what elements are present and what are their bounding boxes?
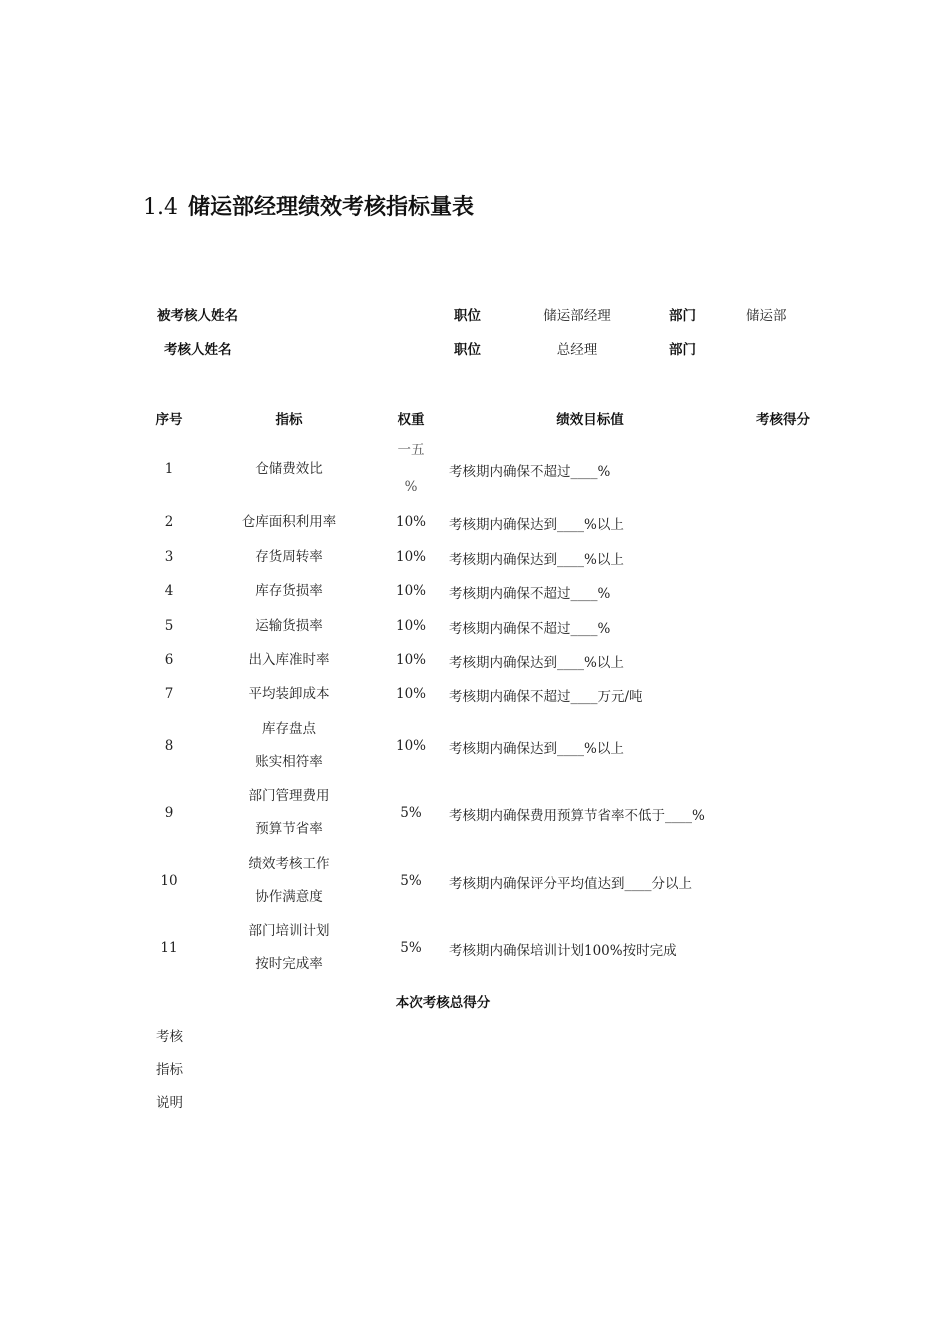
row-number [165, 797, 174, 830]
row-number-text: 4 [164, 582, 174, 599]
indicator-text: 运输货损率 [255, 617, 323, 634]
weight-cell [396, 541, 426, 574]
indicator-cell [249, 848, 330, 914]
dept-label-2: 部门 [669, 342, 696, 358]
weight-cell [396, 575, 426, 608]
target-cell: 考核期内确保达到____%以上 [449, 552, 624, 568]
weight-text: 10% [395, 617, 427, 634]
notes-line-3: 说明 [156, 1095, 183, 1111]
indicator-text: 按时完成率 [255, 956, 323, 972]
indicator-cell [255, 713, 323, 779]
weight-text: 10% [395, 582, 427, 599]
indicator-text: 部门培训计划 [248, 923, 330, 939]
row-number [165, 644, 174, 677]
position-label-2: 职位 [454, 342, 481, 358]
weight-cell [396, 678, 426, 711]
title-text: 储运部经理绩效考核指标量表 [188, 195, 475, 220]
indicator-text: 平均装卸成本 [248, 685, 330, 702]
row-number-text: 7 [164, 685, 174, 702]
indicator-text: 预算节省率 [255, 821, 323, 837]
row-number-text: 1 [164, 460, 174, 477]
col-header-no: 序号 [155, 412, 183, 428]
total-score-label: 本次考核总得分 [395, 995, 491, 1011]
title-number: 1.4 [143, 195, 178, 220]
notes-line-1: 考核 [156, 1029, 183, 1045]
col-header-indicator: 指标 [275, 412, 303, 428]
weight-text: 10% [395, 685, 427, 702]
indicator-text: 仓库面积利用率 [241, 513, 337, 530]
indicator-text: 协作满意度 [255, 889, 323, 905]
target-cell: 考核期内确保不超过____% [449, 586, 611, 602]
weight-cell [396, 644, 426, 677]
target-cell: 考核期内确保不超过____% [449, 621, 611, 637]
row-number [165, 678, 174, 711]
target-cell: 考核期内确保达到____%以上 [449, 655, 624, 671]
weight-cell [398, 432, 425, 506]
row-number [165, 541, 174, 574]
target-cell: 考核期内确保达到____%以上 [449, 741, 624, 757]
target-cell: 考核期内确保评分平均值达到____分以上 [449, 876, 692, 892]
indicator-text: 出入库准时率 [248, 651, 330, 668]
target-cell: 考核期内确保费用预算节省率不低于____% [449, 808, 705, 824]
weight-cell [400, 797, 421, 830]
weight-text: 5% [400, 872, 422, 889]
row-number-text: 10 [160, 872, 178, 889]
row-number-text: 6 [164, 651, 174, 668]
target-cell: 考核期内确保达到____%以上 [449, 517, 624, 533]
position-label: 职位 [454, 308, 481, 324]
weight-text: 10% [395, 548, 427, 565]
examinee-label: 被考核人姓名 [157, 308, 238, 324]
row-number [165, 610, 174, 643]
col-header-score: 考核得分 [756, 412, 810, 428]
weight-text: 10% [395, 737, 427, 754]
indicator-cell [249, 644, 330, 677]
indicator-cell [242, 506, 337, 539]
indicator-cell [249, 915, 330, 981]
weight-text: 10% [395, 651, 427, 668]
indicator-text: 库存货损率 [255, 582, 323, 599]
indicator-cell [249, 780, 330, 846]
examinee-position: 储运部经理 [543, 308, 611, 324]
row-number [165, 506, 174, 539]
weight-cell [396, 730, 426, 763]
row-number-text: 2 [164, 513, 174, 530]
weight-cell [400, 932, 421, 965]
target-cell: 考核期内确保不超过____万元/吨 [449, 689, 643, 705]
weight-text: % [404, 479, 418, 495]
row-number [160, 865, 177, 898]
col-header-target: 绩效目标值 [556, 412, 624, 428]
indicator-cell [255, 610, 323, 643]
indicator-cell [255, 453, 323, 486]
indicator-text: 账实相符率 [255, 754, 323, 770]
weight-cell [396, 610, 426, 643]
weight-text: 一五 [397, 442, 425, 458]
row-number-text: 9 [164, 804, 174, 821]
indicator-cell [249, 678, 330, 711]
examinee-dept: 储运部 [746, 308, 787, 324]
row-number [165, 730, 174, 763]
weight-cell [396, 506, 426, 539]
indicator-cell [255, 575, 323, 608]
row-number [160, 932, 177, 965]
indicator-text: 存货周转率 [255, 548, 323, 565]
target-cell: 考核期内确保培训计划100%按时完成 [449, 943, 677, 959]
page-title [143, 190, 474, 221]
weight-text: 5% [400, 804, 422, 821]
indicator-text: 仓储费效比 [255, 460, 323, 477]
indicator-text: 库存盘点 [262, 721, 316, 737]
weight-cell [400, 865, 421, 898]
row-number [165, 453, 174, 486]
indicator-text: 部门管理费用 [248, 788, 330, 804]
row-number-text: 5 [164, 617, 174, 634]
examiner-label: 考核人姓名 [164, 342, 232, 358]
indicator-text: 绩效考核工作 [248, 856, 330, 872]
row-number-text: 11 [160, 939, 178, 956]
row-number [165, 575, 174, 608]
row-number-text: 8 [164, 737, 174, 754]
notes-line-2: 指标 [156, 1062, 183, 1078]
weight-text: 5% [400, 939, 422, 956]
dept-label: 部门 [669, 308, 696, 324]
indicator-cell [255, 541, 323, 574]
row-number-text: 3 [164, 548, 174, 565]
target-cell: 考核期内确保不超过____% [449, 464, 611, 480]
col-header-weight: 权重 [397, 412, 425, 428]
examiner-position: 总经理 [556, 342, 598, 358]
weight-text: 10% [395, 513, 427, 530]
